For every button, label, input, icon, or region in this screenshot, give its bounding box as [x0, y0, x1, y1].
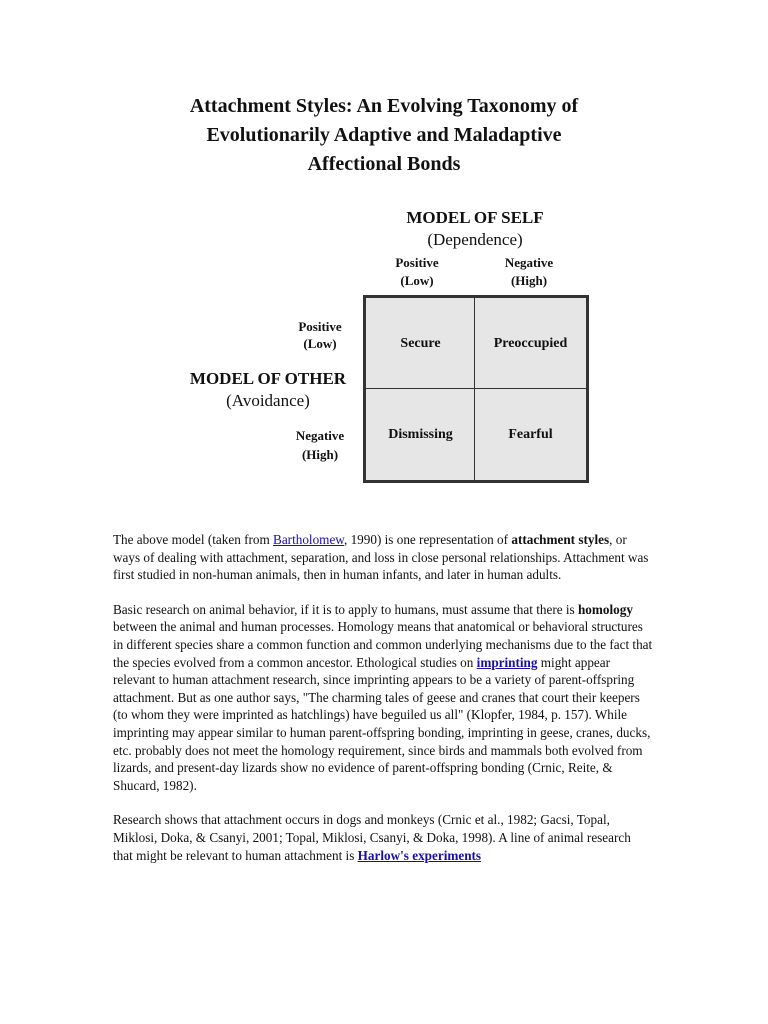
cell-fearful: Fearful [474, 388, 587, 481]
model-of-self-title: MODEL OF SELF [406, 208, 544, 227]
document-body [113, 531, 653, 881]
p2-text-2: between the animal and human processes. Homology means that anatomical or behavioral structures in different species share a common function and common underlying mechanisms due to the fact that the species evolved from a common ancestor. Ethological studies on [113, 619, 653, 670]
col-positive-label: Positive [395, 255, 439, 270]
harlows-experiments-link[interactable]: Harlow's experiments [357, 847, 482, 863]
p1-text-3: , or ways of dealing with attachment, separation, and loss in close personal relationships. Attachment was first studied in non-human animals, then in human infants, and later in human adults. [113, 532, 649, 583]
imprinting-link[interactable]: imprinting [476, 654, 538, 670]
col-negative-label: Negative [504, 255, 554, 270]
row-negative-sub: (High) [301, 447, 339, 462]
paragraph-2 [113, 601, 653, 795]
p1-text-1: The above model (taken from [113, 532, 274, 547]
title-line-3: Affectional Bonds [307, 153, 461, 175]
model-of-self-subtitle: (Dependence) [427, 230, 523, 249]
paragraph-3 [113, 811, 653, 864]
cell-dismissing: Dismissing [365, 388, 476, 481]
p2-text-3: might appear relevant to human attachment research, since imprinting appears to be a variety of parent-offspring attachment. But as one author says, "The charming tales of geese and cranes that court their keepers (to whom they were imprinted as hatchlings) have beguiled us all" (Klopfer, 1984, p. 157). While imprinting may appear similar to human parent-offspring bonding, imprinting in geese, cranes, ducks, etc. probably does not meet the homology requirement, since birds and mammals both evolved from lizards, and present-day lizards show no evidence of parent-offspring bonding (Crnic, Reite, & Shucard, 1982). [113, 654, 651, 793]
cell-preoccupied: Preoccupied [474, 297, 587, 390]
homology-term: homology [577, 601, 633, 617]
attachment-model-diagram [0, 0, 768, 500]
model-of-other-subtitle: (Avoidance) [226, 391, 310, 410]
p3-text-1: Research shows that attachment occurs in dogs and monkeys (Crnic et al., 1982; Gacsi, Topal, Miklosi, Doka, & Csanyi, 2001; Topal, Miklosi, Csanyi, & Doka, 1998). A line of animal research that might be relevant to human attachment is [113, 812, 631, 863]
paragraph-1 [113, 531, 653, 584]
attachment-styles-term: attachment styles [511, 532, 610, 547]
p2-text-1: Basic research on animal behavior, if it is to apply to humans, must assume that there is [113, 601, 578, 617]
col-positive-sub: (Low) [400, 273, 434, 288]
model-of-other-title: MODEL OF OTHER [189, 369, 347, 388]
p1-text-2: , 1990) is one representation of [343, 532, 512, 547]
title-line-2: Evolutionarily Adaptive and Maladaptive [206, 124, 562, 146]
bartholomew-link[interactable]: Bartholomew [273, 532, 344, 547]
title-line-1: Attachment Styles: An Evolving Taxonomy of [189, 95, 579, 117]
col-negative-sub: (High) [510, 273, 548, 288]
cell-secure: Secure [365, 297, 476, 390]
row-positive-label: Positive [298, 319, 342, 334]
row-negative-label: Negative [295, 428, 345, 443]
row-positive-sub: (Low) [303, 336, 337, 351]
